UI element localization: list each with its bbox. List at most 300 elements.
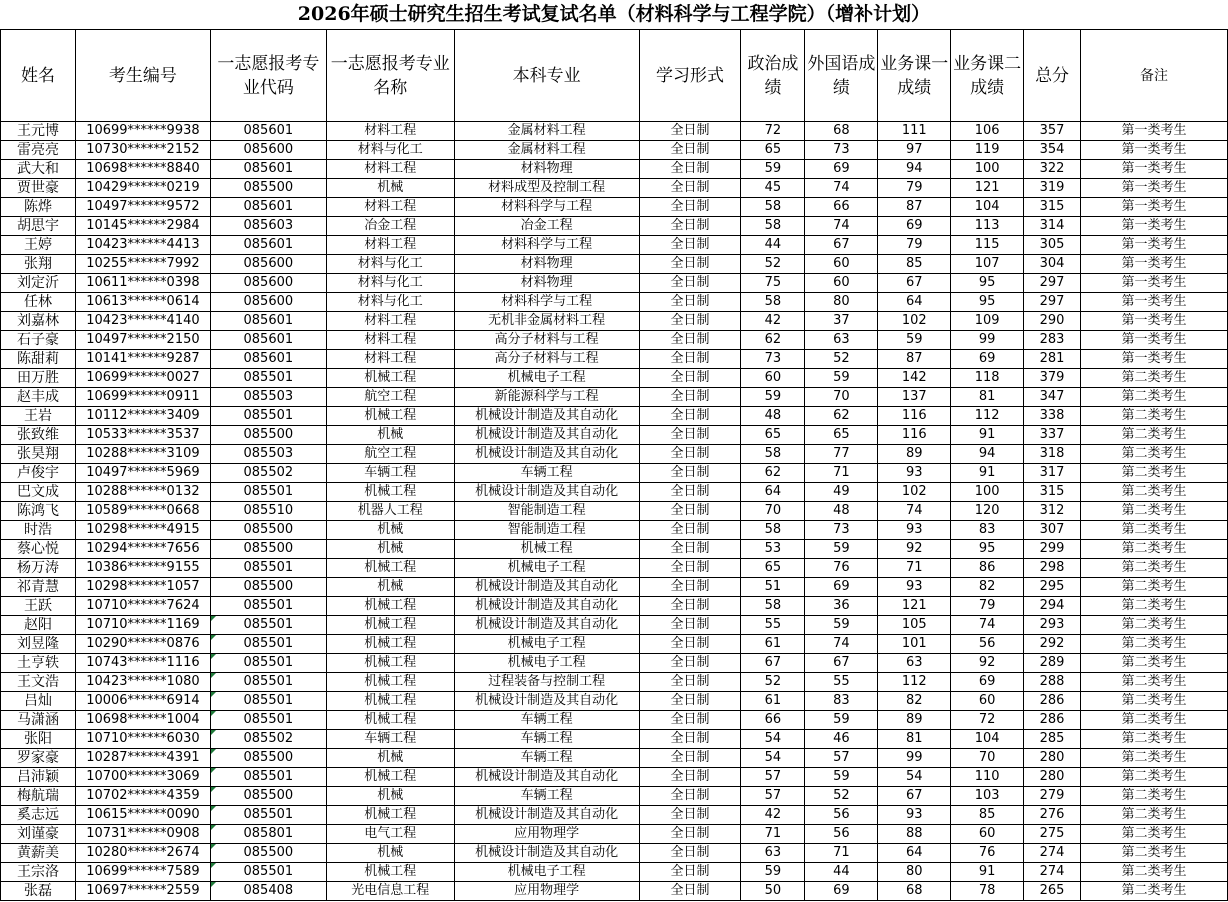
cell-undergrad-major: 高分子材料与工程 xyxy=(454,350,639,369)
cell-exam-id: 10288******3109 xyxy=(75,445,210,464)
cell-politics: 45 xyxy=(741,179,805,198)
cell-foreign-language: 69 xyxy=(805,882,878,901)
cell-subject-1: 88 xyxy=(878,825,951,844)
table-row xyxy=(1,236,1228,255)
cell-major-name: 机械工程 xyxy=(326,559,454,578)
column-header-name: 姓名 xyxy=(1,30,76,122)
cell-total: 283 xyxy=(1024,331,1081,350)
cell-exam-id: 10112******3409 xyxy=(75,407,210,426)
cell-exam-id: 10699******0027 xyxy=(75,369,210,388)
cell-major-name: 机械工程 xyxy=(326,369,454,388)
table-row xyxy=(1,825,1228,844)
cell-major-code: 085501 xyxy=(210,673,326,692)
cell-remark: 第二类考生 xyxy=(1081,749,1228,768)
cell-politics: 54 xyxy=(741,749,805,768)
cell-foreign-language: 59 xyxy=(805,616,878,635)
cell-major-name: 冶金工程 xyxy=(326,217,454,236)
table-row xyxy=(1,863,1228,882)
cell-total: 338 xyxy=(1024,407,1081,426)
cell-politics: 64 xyxy=(741,483,805,502)
cell-foreign-language: 48 xyxy=(805,502,878,521)
cell-exam-id: 10423******1080 xyxy=(75,673,210,692)
cell-major-code: 085503 xyxy=(210,445,326,464)
cell-politics: 42 xyxy=(741,312,805,331)
cell-subject-2: 100 xyxy=(951,160,1024,179)
cell-major-name: 机械工程 xyxy=(326,407,454,426)
cell-total: 293 xyxy=(1024,616,1081,635)
cell-study-mode: 全日制 xyxy=(639,521,741,540)
cell-exam-id: 10710******1169 xyxy=(75,616,210,635)
cell-subject-2: 74 xyxy=(951,616,1024,635)
cell-name: 黄薪美 xyxy=(1,844,76,863)
cell-name: 刘昱隆 xyxy=(1,635,76,654)
column-header-major-code: 一志愿报考专业代码 xyxy=(210,30,326,122)
cell-total: 281 xyxy=(1024,350,1081,369)
cell-major-name: 材料工程 xyxy=(326,331,454,350)
cell-politics: 71 xyxy=(741,825,805,844)
cell-foreign-language: 71 xyxy=(805,464,878,483)
cell-study-mode: 全日制 xyxy=(639,768,741,787)
table-row xyxy=(1,198,1228,217)
cell-study-mode: 全日制 xyxy=(639,122,741,141)
cell-subject-2: 120 xyxy=(951,502,1024,521)
cell-subject-2: 95 xyxy=(951,293,1024,312)
cell-exam-id: 10298******1057 xyxy=(75,578,210,597)
cell-subject-1: 85 xyxy=(878,255,951,274)
cell-remark: 第一类考生 xyxy=(1081,350,1228,369)
cell-politics: 73 xyxy=(741,350,805,369)
cell-subject-2: 60 xyxy=(951,692,1024,711)
table-row xyxy=(1,654,1228,673)
table-row xyxy=(1,616,1228,635)
cell-name: 杨万涛 xyxy=(1,559,76,578)
cell-politics: 58 xyxy=(741,293,805,312)
cell-major-code: 085501 xyxy=(210,635,326,654)
cell-undergrad-major: 机械工程 xyxy=(454,540,639,559)
cell-subject-2: 82 xyxy=(951,578,1024,597)
cell-study-mode: 全日制 xyxy=(639,692,741,711)
table-row xyxy=(1,559,1228,578)
cell-subject-2: 106 xyxy=(951,122,1024,141)
cell-foreign-language: 56 xyxy=(805,825,878,844)
cell-total: 280 xyxy=(1024,749,1081,768)
cell-foreign-language: 46 xyxy=(805,730,878,749)
cell-subject-1: 105 xyxy=(878,616,951,635)
cell-undergrad-major: 机械设计制造及其自动化 xyxy=(454,597,639,616)
column-header-subject-1: 业务课一成绩 xyxy=(878,30,951,122)
cell-major-name: 机械工程 xyxy=(326,692,454,711)
cell-undergrad-major: 车辆工程 xyxy=(454,711,639,730)
cell-major-name: 材料与化工 xyxy=(326,293,454,312)
cell-exam-id: 10287******4391 xyxy=(75,749,210,768)
cell-subject-2: 81 xyxy=(951,388,1024,407)
cell-study-mode: 全日制 xyxy=(639,597,741,616)
table-row xyxy=(1,255,1228,274)
cell-subject-2: 78 xyxy=(951,882,1024,901)
cell-study-mode: 全日制 xyxy=(639,179,741,198)
cell-major-code: 085501 xyxy=(210,768,326,787)
cell-name: 梅航瑞 xyxy=(1,787,76,806)
cell-major-name: 机械工程 xyxy=(326,863,454,882)
cell-exam-id: 10743******1116 xyxy=(75,654,210,673)
cell-total: 288 xyxy=(1024,673,1081,692)
cell-subject-2: 94 xyxy=(951,445,1024,464)
cell-subject-2: 69 xyxy=(951,350,1024,369)
cell-total: 314 xyxy=(1024,217,1081,236)
cell-undergrad-major: 机械设计制造及其自动化 xyxy=(454,768,639,787)
cell-major-code: 085501 xyxy=(210,806,326,825)
cell-subject-1: 93 xyxy=(878,806,951,825)
table-row xyxy=(1,160,1228,179)
cell-major-name: 机械 xyxy=(326,426,454,445)
table-row xyxy=(1,844,1228,863)
cell-politics: 72 xyxy=(741,122,805,141)
cell-undergrad-major: 无机非金属材料工程 xyxy=(454,312,639,331)
cell-undergrad-major: 车辆工程 xyxy=(454,749,639,768)
table-row xyxy=(1,483,1228,502)
cell-undergrad-major: 材料科学与工程 xyxy=(454,236,639,255)
cell-subject-2: 104 xyxy=(951,198,1024,217)
cell-subject-2: 72 xyxy=(951,711,1024,730)
cell-name: 陈鸿飞 xyxy=(1,502,76,521)
cell-undergrad-major: 机械设计制造及其自动化 xyxy=(454,806,639,825)
cell-politics: 58 xyxy=(741,198,805,217)
cell-exam-id: 10730******2152 xyxy=(75,141,210,160)
cell-exam-id: 10280******2674 xyxy=(75,844,210,863)
cell-remark: 第二类考生 xyxy=(1081,768,1228,787)
cell-major-name: 机械 xyxy=(326,578,454,597)
cell-study-mode: 全日制 xyxy=(639,331,741,350)
cell-study-mode: 全日制 xyxy=(639,578,741,597)
cell-study-mode: 全日制 xyxy=(639,141,741,160)
cell-politics: 63 xyxy=(741,844,805,863)
cell-name: 王婷 xyxy=(1,236,76,255)
cell-name: 雷亮亮 xyxy=(1,141,76,160)
cell-major-name: 机械 xyxy=(326,844,454,863)
cell-total: 295 xyxy=(1024,578,1081,597)
cell-exam-id: 10288******0132 xyxy=(75,483,210,502)
cell-politics: 61 xyxy=(741,635,805,654)
cell-remark: 第一类考生 xyxy=(1081,198,1228,217)
cell-politics: 62 xyxy=(741,331,805,350)
cell-politics: 65 xyxy=(741,141,805,160)
cell-politics: 50 xyxy=(741,882,805,901)
cell-exam-id: 10423******4413 xyxy=(75,236,210,255)
table-row xyxy=(1,445,1228,464)
table-row xyxy=(1,274,1228,293)
page-title: 2026年硕士研究生招生考试复试名单（材料科学与工程学院）（增补计划） xyxy=(297,3,931,25)
cell-total: 307 xyxy=(1024,521,1081,540)
cell-name: 赵丰成 xyxy=(1,388,76,407)
cell-subject-2: 83 xyxy=(951,521,1024,540)
cell-foreign-language: 63 xyxy=(805,331,878,350)
cell-undergrad-major: 机械电子工程 xyxy=(454,654,639,673)
cell-subject-1: 102 xyxy=(878,483,951,502)
cell-foreign-language: 59 xyxy=(805,369,878,388)
cell-subject-1: 116 xyxy=(878,407,951,426)
cell-subject-1: 121 xyxy=(878,597,951,616)
column-header-study-mode: 学习形式 xyxy=(639,30,741,122)
cell-major-name: 材料工程 xyxy=(326,312,454,331)
table-row xyxy=(1,122,1228,141)
cell-undergrad-major: 机械电子工程 xyxy=(454,369,639,388)
cell-name: 马潇涵 xyxy=(1,711,76,730)
cell-foreign-language: 77 xyxy=(805,445,878,464)
cell-major-code: 085501 xyxy=(210,407,326,426)
cell-name: 巴文成 xyxy=(1,483,76,502)
cell-major-code: 085501 xyxy=(210,711,326,730)
cell-major-name: 材料与化工 xyxy=(326,255,454,274)
cell-undergrad-major: 机械设计制造及其自动化 xyxy=(454,445,639,464)
cell-remark: 第二类考生 xyxy=(1081,882,1228,901)
cell-major-name: 机械工程 xyxy=(326,806,454,825)
cell-remark: 第二类考生 xyxy=(1081,806,1228,825)
cell-subject-1: 97 xyxy=(878,141,951,160)
cell-undergrad-major: 材料物理 xyxy=(454,274,639,293)
cell-exam-id: 10497******9572 xyxy=(75,198,210,217)
cell-politics: 58 xyxy=(741,217,805,236)
cell-remark: 第二类考生 xyxy=(1081,730,1228,749)
cell-major-code: 085601 xyxy=(210,331,326,350)
cell-total: 276 xyxy=(1024,806,1081,825)
cell-undergrad-major: 机械设计制造及其自动化 xyxy=(454,426,639,445)
cell-total: 312 xyxy=(1024,502,1081,521)
admission-list-table xyxy=(0,29,1228,901)
cell-remark: 第一类考生 xyxy=(1081,122,1228,141)
cell-study-mode: 全日制 xyxy=(639,445,741,464)
cell-major-code: 085601 xyxy=(210,312,326,331)
cell-major-code: 085601 xyxy=(210,122,326,141)
cell-foreign-language: 67 xyxy=(805,236,878,255)
cell-remark: 第二类考生 xyxy=(1081,483,1228,502)
cell-major-name: 机械工程 xyxy=(326,768,454,787)
cell-undergrad-major: 智能制造工程 xyxy=(454,521,639,540)
cell-total: 354 xyxy=(1024,141,1081,160)
cell-study-mode: 全日制 xyxy=(639,293,741,312)
cell-study-mode: 全日制 xyxy=(639,825,741,844)
cell-name: 刘定沂 xyxy=(1,274,76,293)
cell-subject-1: 94 xyxy=(878,160,951,179)
cell-study-mode: 全日制 xyxy=(639,540,741,559)
cell-major-name: 光电信息工程 xyxy=(326,882,454,901)
cell-subject-2: 86 xyxy=(951,559,1024,578)
cell-name: 蔡心悦 xyxy=(1,540,76,559)
cell-subject-2: 95 xyxy=(951,540,1024,559)
cell-total: 286 xyxy=(1024,711,1081,730)
cell-subject-2: 85 xyxy=(951,806,1024,825)
cell-total: 289 xyxy=(1024,654,1081,673)
cell-study-mode: 全日制 xyxy=(639,350,741,369)
cell-subject-2: 79 xyxy=(951,597,1024,616)
cell-major-name: 机械工程 xyxy=(326,711,454,730)
cell-major-name: 车辆工程 xyxy=(326,730,454,749)
cell-undergrad-major: 机械设计制造及其自动化 xyxy=(454,407,639,426)
cell-major-code: 085501 xyxy=(210,559,326,578)
cell-major-code: 085408 xyxy=(210,882,326,901)
cell-remark: 第二类考生 xyxy=(1081,559,1228,578)
cell-major-code: 085502 xyxy=(210,464,326,483)
cell-major-name: 航空工程 xyxy=(326,388,454,407)
table-header-row xyxy=(1,30,1228,122)
cell-total: 318 xyxy=(1024,445,1081,464)
cell-exam-id: 10497******5969 xyxy=(75,464,210,483)
cell-foreign-language: 73 xyxy=(805,141,878,160)
cell-total: 319 xyxy=(1024,179,1081,198)
cell-name: 赵阳 xyxy=(1,616,76,635)
column-header-remark: 备注 xyxy=(1081,30,1228,122)
cell-major-name: 机械 xyxy=(326,749,454,768)
cell-foreign-language: 76 xyxy=(805,559,878,578)
cell-foreign-language: 36 xyxy=(805,597,878,616)
cell-undergrad-major: 机械电子工程 xyxy=(454,635,639,654)
cell-undergrad-major: 机械电子工程 xyxy=(454,863,639,882)
cell-foreign-language: 62 xyxy=(805,407,878,426)
cell-name: 王岩 xyxy=(1,407,76,426)
cell-foreign-language: 69 xyxy=(805,160,878,179)
cell-foreign-language: 69 xyxy=(805,578,878,597)
table-row xyxy=(1,635,1228,654)
cell-foreign-language: 60 xyxy=(805,274,878,293)
cell-subject-1: 79 xyxy=(878,179,951,198)
cell-undergrad-major: 应用物理学 xyxy=(454,825,639,844)
cell-subject-2: 109 xyxy=(951,312,1024,331)
cell-major-code: 085501 xyxy=(210,597,326,616)
table-row xyxy=(1,369,1228,388)
cell-subject-2: 91 xyxy=(951,426,1024,445)
cell-remark: 第二类考生 xyxy=(1081,426,1228,445)
cell-major-name: 材料工程 xyxy=(326,350,454,369)
cell-foreign-language: 73 xyxy=(805,521,878,540)
cell-subject-2: 76 xyxy=(951,844,1024,863)
cell-total: 347 xyxy=(1024,388,1081,407)
cell-foreign-language: 68 xyxy=(805,122,878,141)
cell-subject-2: 60 xyxy=(951,825,1024,844)
cell-undergrad-major: 机械设计制造及其自动化 xyxy=(454,483,639,502)
cell-name: 张翔 xyxy=(1,255,76,274)
cell-remark: 第一类考生 xyxy=(1081,331,1228,350)
cell-major-code: 085500 xyxy=(210,521,326,540)
cell-major-code: 085603 xyxy=(210,217,326,236)
cell-subject-1: 99 xyxy=(878,749,951,768)
cell-name: 胡思宇 xyxy=(1,217,76,236)
cell-politics: 60 xyxy=(741,369,805,388)
table-row xyxy=(1,711,1228,730)
cell-study-mode: 全日制 xyxy=(639,882,741,901)
cell-remark: 第一类考生 xyxy=(1081,293,1228,312)
cell-study-mode: 全日制 xyxy=(639,483,741,502)
cell-subject-1: 142 xyxy=(878,369,951,388)
cell-major-code: 085500 xyxy=(210,749,326,768)
cell-major-name: 机器人工程 xyxy=(326,502,454,521)
cell-major-name: 材料工程 xyxy=(326,236,454,255)
cell-major-name: 材料与化工 xyxy=(326,141,454,160)
cell-foreign-language: 55 xyxy=(805,673,878,692)
cell-subject-2: 115 xyxy=(951,236,1024,255)
cell-major-name: 材料与化工 xyxy=(326,274,454,293)
cell-exam-id: 10615******0090 xyxy=(75,806,210,825)
cell-major-name: 机械工程 xyxy=(326,673,454,692)
cell-exam-id: 10611******0398 xyxy=(75,274,210,293)
cell-total: 297 xyxy=(1024,274,1081,293)
cell-foreign-language: 80 xyxy=(805,293,878,312)
cell-total: 304 xyxy=(1024,255,1081,274)
cell-study-mode: 全日制 xyxy=(639,730,741,749)
cell-study-mode: 全日制 xyxy=(639,217,741,236)
cell-undergrad-major: 材料物理 xyxy=(454,160,639,179)
cell-major-code: 085500 xyxy=(210,426,326,445)
cell-study-mode: 全日制 xyxy=(639,616,741,635)
cell-total: 265 xyxy=(1024,882,1081,901)
cell-foreign-language: 59 xyxy=(805,768,878,787)
table-row xyxy=(1,426,1228,445)
cell-remark: 第一类考生 xyxy=(1081,179,1228,198)
cell-major-code: 085510 xyxy=(210,502,326,521)
cell-study-mode: 全日制 xyxy=(639,369,741,388)
cell-subject-2: 70 xyxy=(951,749,1024,768)
cell-foreign-language: 74 xyxy=(805,179,878,198)
cell-exam-id: 10294******7656 xyxy=(75,540,210,559)
cell-subject-1: 92 xyxy=(878,540,951,559)
cell-exam-id: 10589******0668 xyxy=(75,502,210,521)
cell-name: 王跃 xyxy=(1,597,76,616)
cell-major-code: 085500 xyxy=(210,844,326,863)
cell-remark: 第二类考生 xyxy=(1081,578,1228,597)
cell-name: 卢俊宇 xyxy=(1,464,76,483)
cell-undergrad-major: 机械设计制造及其自动化 xyxy=(454,578,639,597)
cell-subject-2: 118 xyxy=(951,369,1024,388)
cell-subject-1: 101 xyxy=(878,635,951,654)
cell-remark: 第二类考生 xyxy=(1081,616,1228,635)
cell-exam-id: 10731******0908 xyxy=(75,825,210,844)
cell-politics: 65 xyxy=(741,559,805,578)
cell-study-mode: 全日制 xyxy=(639,312,741,331)
table-row xyxy=(1,578,1228,597)
table-row xyxy=(1,331,1228,350)
cell-politics: 70 xyxy=(741,502,805,521)
cell-subject-1: 111 xyxy=(878,122,951,141)
cell-subject-1: 80 xyxy=(878,863,951,882)
cell-remark: 第二类考生 xyxy=(1081,502,1228,521)
cell-remark: 第二类考生 xyxy=(1081,597,1228,616)
cell-subject-1: 93 xyxy=(878,464,951,483)
cell-politics: 58 xyxy=(741,597,805,616)
cell-subject-1: 102 xyxy=(878,312,951,331)
cell-foreign-language: 52 xyxy=(805,787,878,806)
cell-remark: 第二类考生 xyxy=(1081,654,1228,673)
cell-subject-1: 74 xyxy=(878,502,951,521)
cell-politics: 48 xyxy=(741,407,805,426)
cell-subject-1: 63 xyxy=(878,654,951,673)
column-header-major-name: 一志愿报考专业名称 xyxy=(326,30,454,122)
cell-study-mode: 全日制 xyxy=(639,787,741,806)
cell-exam-id: 10710******6030 xyxy=(75,730,210,749)
cell-undergrad-major: 智能制造工程 xyxy=(454,502,639,521)
cell-exam-id: 10699******9938 xyxy=(75,122,210,141)
table-row xyxy=(1,293,1228,312)
cell-major-code: 085601 xyxy=(210,236,326,255)
cell-exam-id: 10006******6914 xyxy=(75,692,210,711)
cell-subject-1: 67 xyxy=(878,274,951,293)
cell-exam-id: 10700******3069 xyxy=(75,768,210,787)
cell-major-code: 085500 xyxy=(210,787,326,806)
cell-major-name: 航空工程 xyxy=(326,445,454,464)
cell-name: 刘谨豪 xyxy=(1,825,76,844)
cell-study-mode: 全日制 xyxy=(639,559,741,578)
cell-exam-id: 10386******9155 xyxy=(75,559,210,578)
cell-total: 274 xyxy=(1024,863,1081,882)
cell-major-name: 机械工程 xyxy=(326,483,454,502)
cell-name: 奚志远 xyxy=(1,806,76,825)
